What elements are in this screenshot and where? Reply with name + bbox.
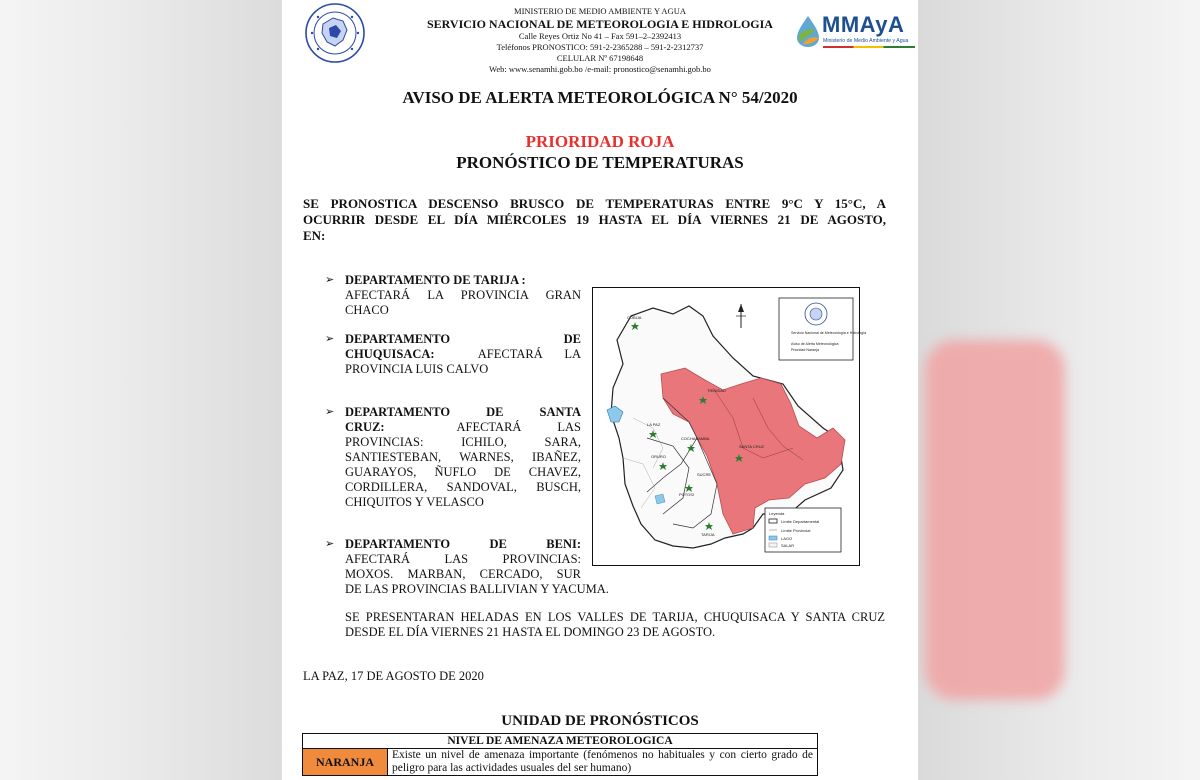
frost-line: SE PRESENTARAN HELADAS EN LOS VALLES DE TARIJA, CHUQUISACA Y SANTA CRUZ bbox=[345, 610, 885, 624]
city-label: TARIJA bbox=[701, 532, 715, 537]
header-cell: CELULAR Nº 67198648 bbox=[556, 53, 644, 63]
department-name: DEPARTAMENTO DE SANTA bbox=[345, 405, 581, 419]
department-name-cont: CRUZ: bbox=[345, 420, 385, 434]
alert-title: AVISO DE ALERTA METEOROLÓGICA N° 54/2020 bbox=[402, 88, 798, 107]
department-line: PROVINCIA LUIS CALVO bbox=[345, 362, 489, 376]
city-label: SUCRE bbox=[697, 472, 712, 477]
city-label: TRINIDAD bbox=[707, 388, 726, 393]
intro-line-1: SE PRONOSTICA DESCENSO BRUSCO DE TEMPERATURAS ENTRE 9°C Y 15°C, A bbox=[303, 196, 886, 211]
department-line: AFECTARÁ LA PROVINCIA GRAN bbox=[345, 288, 581, 302]
department-line: AFECTARÁ LAS PROVINCIAS: bbox=[345, 552, 581, 566]
mmaya-drop-icon bbox=[795, 14, 821, 48]
priority-label: PRIORIDAD ROJA bbox=[525, 132, 675, 151]
header-service-name: SERVICIO NACIONAL DE METEOROLOGIA E HIDROLOGIA bbox=[427, 17, 773, 31]
legend-item: Límite Provincial bbox=[781, 528, 811, 533]
forecast-subtitle: PRONÓSTICO DE TEMPERATURAS bbox=[456, 153, 744, 172]
department-line: CORDILLERA, SANDOVAL, BUSCH, bbox=[345, 480, 581, 494]
table-header: NIVEL DE AMENAZA METEOROLOGICA bbox=[303, 734, 818, 749]
department-tarija bbox=[325, 273, 581, 318]
alert-map bbox=[592, 287, 867, 566]
bullet-arrow-icon: ➢ bbox=[325, 538, 335, 550]
department-line: CHACO bbox=[345, 303, 389, 317]
department-name-cont: CHUQUISACA: bbox=[345, 347, 435, 361]
map-info-alert: Aviso de Alerta Meteorológica bbox=[791, 342, 839, 346]
blurred-background-left bbox=[0, 0, 282, 780]
department-name: DEPARTAMENTO DE bbox=[345, 332, 581, 346]
department-line: SANTIESTEBAN, WARNES, IBAÑEZ, bbox=[345, 450, 581, 464]
document-page bbox=[282, 0, 918, 780]
department-line bbox=[345, 347, 581, 362]
department-santa-cruz bbox=[325, 405, 581, 510]
department-chuquisaca bbox=[325, 332, 582, 377]
department-line-rest: AFECTARÁ LAS bbox=[456, 420, 581, 434]
threat-level-table bbox=[302, 733, 818, 776]
north-arrow-icon bbox=[736, 304, 746, 328]
department-line-rest: AFECTARÁ LA bbox=[477, 347, 582, 361]
threat-level-cell: NARANJA bbox=[303, 749, 388, 776]
forecast-unit: UNIDAD DE PRONÓSTICOS bbox=[501, 713, 699, 729]
header-address: Calle Reyes Ortiz No 41 – Fax 591–2–2392413 bbox=[518, 31, 682, 41]
header-phones: Teléfonos PRONOSTICO: 591-2-2365288 – 591-2-2312737 bbox=[496, 42, 704, 52]
mmaya-logo-text: MMAyA bbox=[822, 12, 905, 37]
mmaya-logo-subtext: Ministerio de Medio Ambiente y Agua bbox=[823, 38, 909, 44]
legend-item: LAGO bbox=[781, 536, 793, 541]
bullet-arrow-icon: ➢ bbox=[325, 274, 335, 286]
department-beni bbox=[325, 537, 609, 597]
legend-item: Límite Departamental bbox=[781, 519, 820, 524]
department-line bbox=[345, 420, 581, 435]
table-row bbox=[303, 734, 818, 749]
map-info-priority: Prioridad Naranja bbox=[791, 348, 819, 352]
header-web: Web: www.senamhi.gob.bo /e-mail: pronostico@senamhi.gob.bo bbox=[489, 64, 711, 74]
department-line: DE LAS PROVINCIAS BALLIVIAN Y YACUMA. bbox=[345, 582, 609, 596]
bullet-arrow-icon: ➢ bbox=[325, 333, 335, 345]
department-name: DEPARTAMENTO DE BENI: bbox=[345, 537, 581, 551]
bullet-arrow-icon: ➢ bbox=[325, 406, 335, 418]
city-label: ORURO bbox=[651, 454, 666, 459]
city-label: LA PAZ bbox=[647, 422, 661, 427]
department-line: CHIQUITOS Y VELASCO bbox=[345, 495, 484, 509]
legend-title: Leyenda bbox=[769, 511, 785, 516]
intro-line-3: EN: bbox=[303, 228, 326, 243]
threat-description-cell: Existe un nivel de amenaza importante (fenómenos no habituales y con cierto grado de peligro para las actividades usuales del ser humano) bbox=[388, 749, 818, 776]
header-ministry: MINISTERIO DE MEDIO AMBIENTE Y AGUA bbox=[514, 6, 686, 16]
city-label: SANTA CRUZ bbox=[739, 444, 765, 449]
city-label: COBIJA bbox=[627, 315, 642, 320]
map-info-service: Servicio Nacional de Meteorología e Hidrología bbox=[791, 331, 867, 335]
department-line: MOXOS. MARBAN, CERCADO, SUR bbox=[345, 567, 581, 581]
forecast-intro bbox=[303, 196, 886, 244]
city-label: POTOSI bbox=[679, 492, 695, 497]
mmaya-logo bbox=[795, 10, 917, 50]
blurred-background-map-shadow bbox=[925, 340, 1065, 700]
table-row bbox=[303, 749, 818, 776]
department-line: GUARAYOS, ÑUFLO DE CHAVEZ, bbox=[345, 465, 581, 479]
frost-paragraph bbox=[345, 610, 885, 640]
intro-line-2: OCURRIR DESDE EL DÍA MIÉRCOLES 19 HASTA EL DÍA VIERNES 21 DE AGOSTO, bbox=[303, 212, 886, 227]
department-name: DEPARTAMENTO DE TARIJA : bbox=[345, 273, 526, 287]
legend-item: SALAR bbox=[781, 543, 795, 548]
city-label: COCHABAMBA bbox=[681, 436, 710, 441]
issue-date: LA PAZ, 17 DE AGOSTO DE 2020 bbox=[303, 669, 484, 683]
frost-line: DESDE EL DÍA VIERNES 21 HASTA EL DOMINGO 23 DE AGOSTO. bbox=[345, 625, 716, 639]
bolivia-map bbox=[593, 288, 867, 564]
department-line: PROVINCIAS: ICHILO, SARA, bbox=[345, 435, 581, 449]
flag-stripe bbox=[823, 46, 915, 48]
